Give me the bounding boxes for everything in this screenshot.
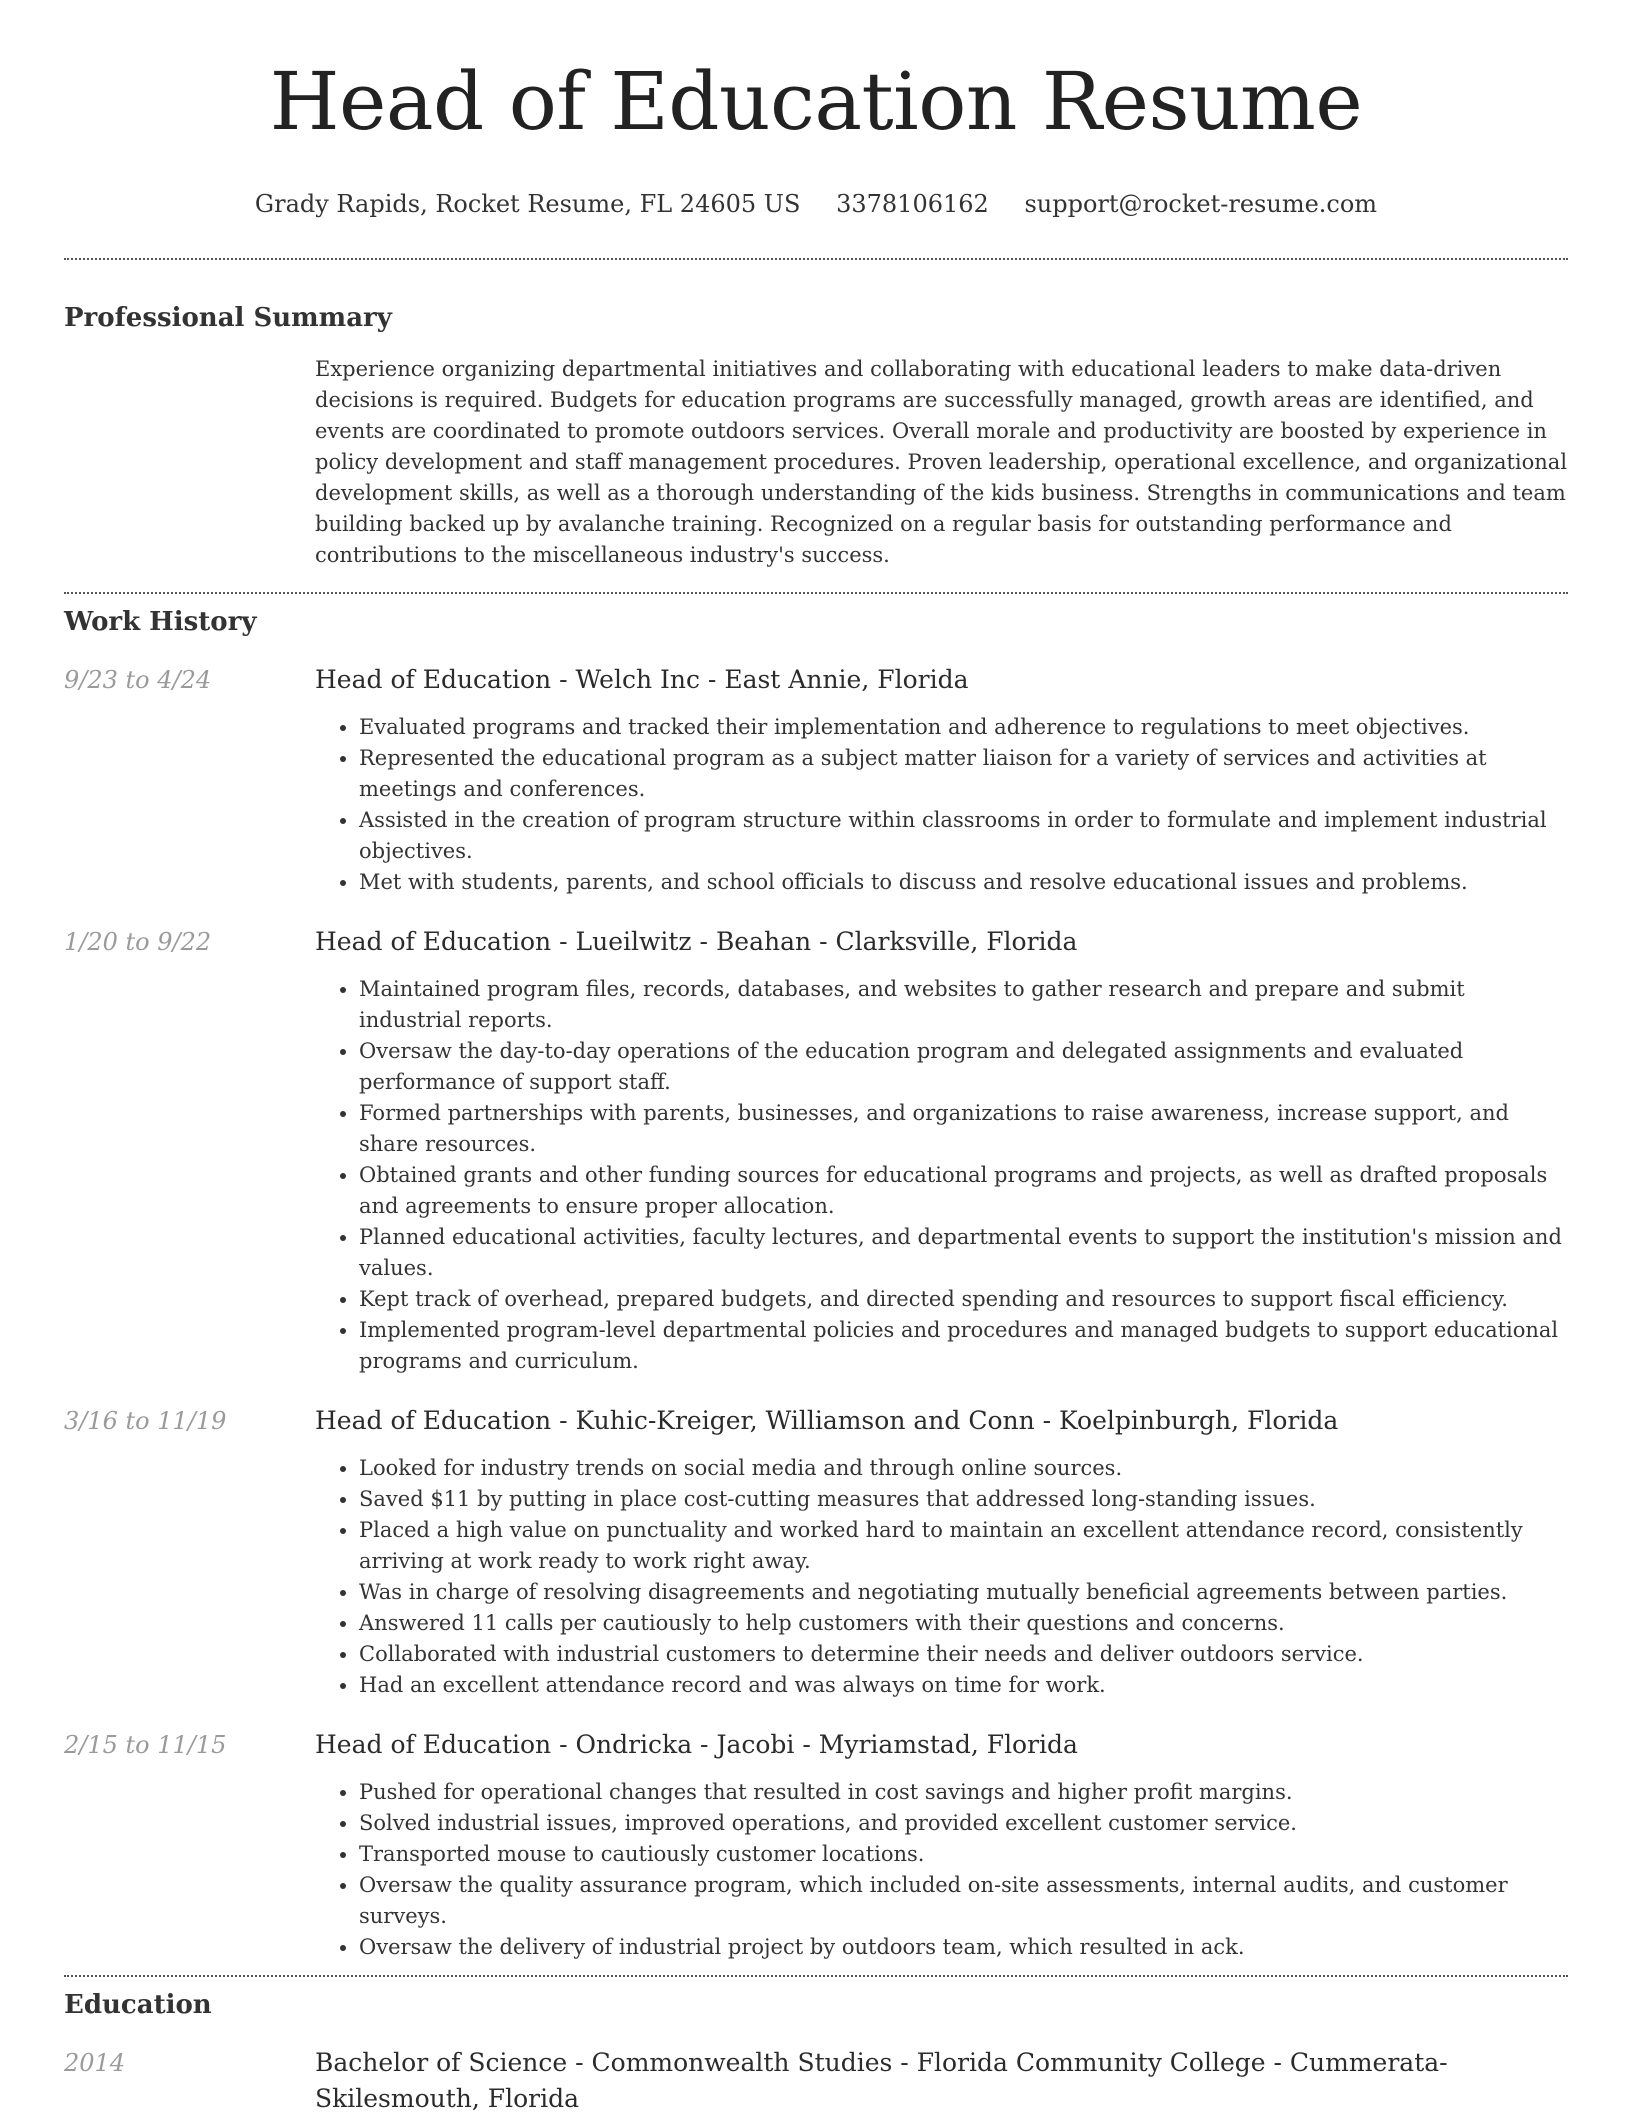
job-heading: Head of Education - Ondricka - Jacobi - Myriamstad, Florida: [315, 1730, 1078, 1759]
job-bullet: • Oversaw the delivery of industrial project by outdoors team, which resulted in ack.: [359, 1932, 1568, 1963]
job-bullet: • Solved industrial issues, improved operations, and provided excellent customer service.: [359, 1808, 1568, 1839]
summary-text: Experience organizing departmental initiatives and collaborating with educational leaders to make data-driven decisions is required. Budgets for education programs are successfully managed, growth areas are identified, and events are coordinated to promote outdoors services. Overall morale and productivity are boosted by experience in policy development and staff management procedures. Proven leadership, operational excellence, and organizational development skills, as well as a thorough understanding of the kids business. Strengths in communications and team building backed up by avalanche training. Recognized on a regular basis for outstanding performance and contributions to the miscellaneous industry's success.: [315, 357, 1568, 567]
contact-phone: 3378106162: [836, 190, 989, 218]
education-heading-line: Bachelor of Science - Commonwealth Studies - Florida Community College - Cummerata-Skilesmouth, Florida: [315, 2048, 1448, 2113]
section-divider: [64, 1975, 1568, 1977]
job-bullet: • Answered 11 calls per cautiously to help customers with their questions and concerns.: [359, 1608, 1568, 1639]
job-bullets: [315, 1453, 1568, 1701]
job-dates: 9/23 to 4/24: [64, 666, 212, 694]
job-bullet: • Kept track of overhead, prepared budgets, and directed spending and resources to support fiscal efficiency.: [359, 1284, 1568, 1315]
job-bullets: [315, 1777, 1568, 1963]
job-bullet: • Saved $11 by putting in place cost-cutting measures that addressed long-standing issues.: [359, 1484, 1568, 1515]
job-bullet: • Formed partnerships with parents, businesses, and organizations to raise awareness, increase support, and share resources.: [359, 1098, 1568, 1160]
job-bullet: • Planned educational activities, faculty lectures, and departmental events to support the institution's mission and values.: [359, 1222, 1568, 1284]
job-heading: Head of Education - Lueilwitz - Beahan - Clarksville, Florida: [315, 927, 1078, 956]
resume-title: Head of Education Resume: [269, 55, 1363, 148]
job-entry: [64, 662, 1568, 898]
education-year: 2014: [64, 2049, 126, 2077]
job-entry: [64, 924, 1568, 1377]
job-bullet: • Pushed for operational changes that resulted in cost savings and higher profit margins.: [359, 1777, 1568, 1808]
job-bullet: • Looked for industry trends on social media and through online sources.: [359, 1453, 1568, 1484]
job-bullet: • Oversaw the quality assurance program, which included on-site assessments, internal audits, and customer surveys.: [359, 1870, 1568, 1932]
job-bullet: • Implemented program-level departmental policies and procedures and managed budgets to support educational programs and curriculum.: [359, 1315, 1568, 1377]
job-bullet: • Oversaw the day-to-day operations of the education program and delegated assignments and evaluated performance of support staff.: [359, 1036, 1568, 1098]
section-divider: [64, 592, 1568, 594]
job-heading: Head of Education - Kuhic-Kreiger, Williamson and Conn - Koelpinburgh, Florida: [315, 1406, 1339, 1435]
work-history-heading: Work History: [64, 607, 257, 637]
job-bullets: [315, 974, 1568, 1377]
job-bullet: • Transported mouse to cautiously customer locations.: [359, 1839, 1568, 1870]
job-bullet: • Obtained grants and other funding sources for educational programs and projects, as well as drafted proposals and agreements to ensure proper allocation.: [359, 1160, 1568, 1222]
summary-heading: Professional Summary: [64, 303, 392, 333]
education-heading: Education: [64, 1990, 212, 2020]
job-dates: 2/15 to 11/15: [64, 1731, 227, 1759]
job-heading: Head of Education - Welch Inc - East Annie, Florida: [315, 665, 969, 694]
job-dates: 3/16 to 11/19: [64, 1407, 227, 1435]
contact-line: [64, 188, 1568, 220]
job-entry: [64, 1403, 1568, 1701]
job-entry: [64, 1727, 1568, 1963]
job-bullet: • Had an excellent attendance record and was always on time for work.: [359, 1670, 1568, 1701]
education-entry: [64, 2045, 1568, 2117]
contact-address: Grady Rapids, Rocket Resume, FL 24605 US: [254, 190, 801, 218]
job-bullet: • Maintained program files, records, databases, and websites to gather research and prepare and submit industrial reports.: [359, 974, 1568, 1036]
section-divider: [64, 258, 1568, 260]
job-bullets: [315, 712, 1568, 898]
job-dates: 1/20 to 9/22: [64, 928, 212, 956]
job-bullet: • Collaborated with industrial customers to determine their needs and deliver outdoors service.: [359, 1639, 1568, 1670]
job-bullet: • Assisted in the creation of program structure within classrooms in order to formulate and implement industrial objectives.: [359, 805, 1568, 867]
job-bullet: • Met with students, parents, and school officials to discuss and resolve educational issues and problems.: [359, 867, 1568, 898]
job-bullet: • Evaluated programs and tracked their implementation and adherence to regulations to meet objectives.: [359, 712, 1568, 743]
contact-email: support@rocket-resume.com: [1024, 190, 1378, 218]
job-bullet: • Represented the educational program as a subject matter liaison for a variety of services and activities at meetings and conferences.: [359, 743, 1568, 805]
job-bullet: • Placed a high value on punctuality and worked hard to maintain an excellent attendance record, consistently arriving at work ready to work right away.: [359, 1515, 1568, 1577]
job-bullet: • Was in charge of resolving disagreements and negotiating mutually beneficial agreements between parties.: [359, 1577, 1568, 1608]
